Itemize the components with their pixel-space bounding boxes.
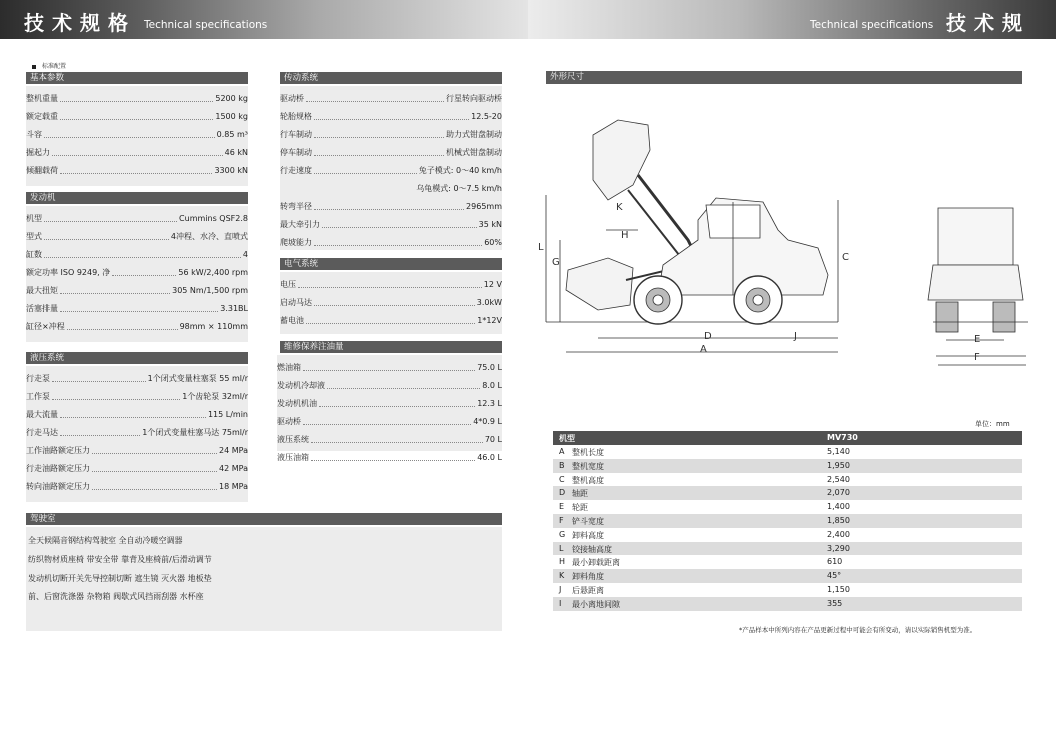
section-electric-title: 电气系统 — [280, 258, 502, 270]
spec-row — [277, 445, 502, 463]
dim-value: 1,950 — [827, 460, 850, 470]
spec-row — [280, 104, 502, 122]
dim-value: 1,400 — [827, 502, 850, 512]
dim-value: 3,290 — [827, 543, 850, 553]
section-cab-title: 驾驶室 — [26, 513, 502, 525]
spec-value: 4 — [242, 250, 248, 259]
spec-value: Cummins QSF2.8 — [179, 214, 248, 223]
spec-label: 行走马达 — [26, 428, 58, 437]
dot-leader — [311, 442, 483, 443]
spec-row — [277, 391, 502, 409]
spec-label: 缸数 — [26, 250, 42, 259]
model-name: MV730 — [827, 433, 858, 442]
spec-row — [26, 474, 248, 492]
spec-row — [26, 86, 248, 104]
dim-label: 铲斗宽度 — [572, 516, 604, 526]
dot-leader — [67, 329, 178, 330]
spec-row — [26, 456, 248, 474]
dot-leader — [112, 275, 176, 276]
standard-config-legend — [32, 61, 66, 70]
table-row — [553, 583, 1022, 597]
table-row — [553, 500, 1022, 514]
dim-label: 轴距 — [572, 489, 588, 499]
spec-label: 电压 — [280, 280, 296, 289]
spec-row — [280, 86, 502, 104]
spec-value: 46 kN — [224, 148, 248, 157]
spec-label: 额定载重 — [26, 112, 58, 121]
spec-row — [26, 224, 248, 242]
dim-value: 2,400 — [827, 529, 850, 539]
drawing-letter: G — [552, 257, 560, 268]
spec-label: 工作油路额定压力 — [26, 446, 90, 455]
dim-label: 整机宽度 — [572, 461, 604, 471]
header-title-cn-right: 技术规格 — [946, 11, 1030, 64]
table-row — [553, 555, 1022, 569]
section-dimensions-title: 外形尺寸 — [546, 71, 1022, 84]
dot-leader — [60, 173, 212, 174]
spec-value: 1*12V — [477, 316, 502, 325]
dim-code: J — [559, 584, 562, 594]
spec-value: 60% — [484, 238, 502, 247]
spec-label: 最大扭矩 — [26, 286, 58, 295]
spec-label: 倾翻载荷 — [26, 166, 58, 175]
drawing-letter: C — [842, 252, 849, 263]
spec-row — [26, 278, 248, 296]
dot-leader — [303, 424, 471, 425]
dot-leader — [44, 239, 169, 240]
spec-row — [26, 242, 248, 260]
spec-value: 24 MPa — [219, 446, 248, 455]
spec-label: 发动机机油 — [277, 399, 317, 408]
spec-value: 5200 kg — [215, 94, 248, 103]
spec-row — [26, 122, 248, 140]
table-row — [553, 528, 1022, 542]
spec-value: 3.31BL — [220, 304, 248, 313]
dot-leader — [314, 173, 417, 174]
spec-value: 1个闭式变量柱塞马达 75ml/r — [142, 428, 248, 437]
dim-value: 355 — [827, 598, 843, 608]
spec-label: 液压系统 — [277, 435, 309, 444]
cab-line: 前、后窗洗涤器 杂物箱 阀歇式风挡雨刮器 水杯座 — [28, 592, 204, 601]
spec-row — [280, 194, 502, 212]
drawing-letter: D — [704, 331, 712, 342]
spec-value: 46.0 L — [477, 453, 502, 462]
spec-value: 4*0.9 L — [473, 417, 502, 426]
section-basic-title: 基本参数 — [26, 72, 248, 84]
dot-leader — [92, 489, 217, 490]
dimensions-table-header — [553, 431, 1022, 445]
unit-label: 单位：mm — [975, 420, 1010, 428]
cab-line: 发动机切断开关先导控制切断 遮生镜 灭火器 地板垫 — [28, 574, 212, 583]
drawing-letter: F — [974, 352, 980, 363]
table-row — [553, 486, 1022, 500]
section-hydraulic — [26, 366, 248, 502]
spec-value: 305 Nm/1,500 rpm — [172, 286, 248, 295]
dim-code: K — [559, 571, 565, 581]
dim-label: 卸料角度 — [572, 572, 604, 582]
drawing-letter: A — [700, 344, 707, 355]
spec-value: 兔子模式: 0～40 km/h — [418, 166, 502, 175]
dot-leader — [44, 221, 177, 222]
table-row — [553, 514, 1022, 528]
spec-row — [26, 402, 248, 420]
table-row — [553, 542, 1022, 556]
spec-label: 行走泵 — [26, 374, 50, 383]
section-engine — [26, 206, 248, 342]
section-electric — [280, 272, 502, 334]
dim-value: 610 — [827, 557, 843, 567]
dim-value: 1,850 — [827, 515, 850, 525]
spec-row — [26, 420, 248, 438]
spec-value: 75.0 L — [477, 363, 502, 372]
dim-code: H — [559, 557, 566, 567]
spec-value: 1个齿轮泵 32ml/r — [182, 392, 248, 401]
spec-label: 驱动桥 — [280, 94, 304, 103]
spec-row — [280, 272, 502, 290]
section-drive-title: 传动系统 — [280, 72, 502, 84]
square-icon — [32, 65, 36, 69]
spec-row — [280, 290, 502, 308]
dot-leader — [322, 227, 477, 228]
spec-value: 12.3 L — [477, 399, 502, 408]
standard-config-label: 标准配置 — [42, 63, 67, 70]
dim-value: 1,150 — [827, 584, 850, 594]
dot-leader — [306, 323, 475, 324]
dim-label: 后悬距离 — [572, 585, 604, 595]
dim-label: 整机高度 — [572, 475, 604, 485]
spec-label: 工作泵 — [26, 392, 50, 401]
spec-value: 1500 kg — [215, 112, 248, 121]
dot-leader — [44, 137, 215, 138]
dot-leader — [314, 155, 444, 156]
spec-value: 3.0kW — [476, 298, 502, 307]
spec-value: 4冲程、水冷、直喷式 — [170, 232, 248, 241]
dim-label: 轮距 — [572, 503, 588, 513]
spec-label: 发动机冷却液 — [277, 381, 325, 390]
spec-value: 42 MPa — [219, 464, 248, 473]
spec-label: 液压油箱 — [277, 453, 309, 462]
spec-label: 最大流量 — [26, 410, 58, 419]
dot-leader — [60, 293, 170, 294]
spec-label: 转向油路额定压力 — [26, 482, 90, 491]
spec-label: 缸径×冲程 — [26, 322, 65, 331]
spec-label: 斗容 — [26, 130, 42, 139]
model-column-label: 机型 — [559, 434, 575, 443]
spec-value: 12.5-20 — [471, 112, 502, 121]
dot-leader — [52, 381, 146, 382]
dim-code: C — [559, 474, 565, 484]
section-hydraulic-title: 液压系统 — [26, 352, 248, 364]
spec-row — [280, 230, 502, 248]
spec-value: 3300 kN — [214, 166, 248, 175]
drawing-letter: K — [616, 202, 623, 213]
footnote: *产品样本中所列内容在产品更新过程中可能会有所变动，请以实际销售机型为准。 — [739, 626, 977, 634]
dot-leader — [60, 311, 218, 312]
spec-value: 乌龟模式: 0～7.5 km/h — [416, 184, 502, 193]
dot-leader — [60, 417, 206, 418]
dim-code: G — [559, 529, 566, 539]
dim-code: B — [559, 460, 565, 470]
dot-leader — [327, 388, 480, 389]
spec-row — [26, 366, 248, 384]
spec-value: 机械式钳盘制动 — [446, 148, 502, 157]
spec-row — [277, 373, 502, 391]
spec-label: 行走油路额定压力 — [26, 464, 90, 473]
spec-value: 35 kN — [478, 220, 502, 229]
loader-dimension-drawing — [538, 90, 1038, 370]
spec-row — [280, 158, 502, 176]
spec-row — [26, 104, 248, 122]
dot-leader — [314, 209, 464, 210]
drawing-letter: J — [794, 331, 797, 342]
spec-value: 18 MPa — [219, 482, 248, 491]
dot-leader — [319, 406, 475, 407]
dim-label: 最小卸载距离 — [572, 558, 620, 568]
spec-label: 掘起力 — [26, 148, 50, 157]
dot-leader — [314, 305, 475, 306]
dot-leader — [92, 471, 217, 472]
spec-label: 整机重量 — [26, 94, 58, 103]
table-row — [553, 473, 1022, 487]
spec-value: 12 V — [483, 280, 502, 289]
spec-row — [26, 260, 248, 278]
spec-row — [26, 206, 248, 224]
header-title-en-left: Technical specifications — [144, 19, 268, 31]
dim-label: 整机长度 — [572, 448, 604, 457]
spec-value: 98mm × 110mm — [179, 322, 248, 331]
dot-leader — [306, 101, 444, 102]
dot-leader — [52, 399, 180, 400]
spec-value: 56 kW/2,400 rpm — [178, 268, 248, 277]
spec-row — [280, 176, 502, 194]
table-row — [553, 597, 1022, 611]
dim-code: D — [559, 488, 566, 498]
dot-leader — [60, 435, 140, 436]
spec-label: 爬坡能力 — [280, 238, 312, 247]
table-row — [553, 459, 1022, 473]
dot-leader — [303, 370, 475, 371]
spec-label: 机型 — [26, 214, 42, 223]
dim-value: 5,140 — [827, 447, 850, 456]
spec-row — [26, 140, 248, 158]
dot-leader — [60, 119, 213, 120]
dot-leader — [311, 460, 475, 461]
drawing-letter: E — [974, 334, 981, 345]
header-title-en-right: Technical specifications — [810, 19, 934, 31]
dim-code: A — [559, 447, 565, 456]
spec-label: 额定功率 ISO 9249, 净 — [26, 268, 111, 277]
dot-leader — [92, 453, 217, 454]
spec-label: 行车制动 — [280, 130, 312, 139]
dim-label: 最小离地间隙 — [572, 599, 620, 609]
dim-value: 45° — [827, 571, 842, 581]
dim-label: 铰接轴高度 — [572, 544, 612, 554]
drawing-letter: L — [538, 242, 544, 253]
section-basic — [26, 86, 248, 186]
table-row — [553, 569, 1022, 583]
spec-label: 转弯半径 — [280, 202, 312, 211]
spec-label: 驱动桥 — [277, 417, 301, 426]
dot-leader — [314, 245, 482, 246]
spec-label: 最大牵引力 — [280, 220, 320, 229]
spec-value: 2965mm — [466, 202, 502, 211]
spec-value: 行星转向驱动桥 — [446, 94, 502, 103]
spec-row — [277, 355, 502, 373]
dim-code: F — [559, 515, 564, 525]
cab-line: 全天候隔音钢结构驾驶室 全自动冷暖空调器 — [28, 536, 183, 545]
spec-row — [26, 296, 248, 314]
spec-label: 蓄电池 — [280, 316, 304, 325]
spec-value: 70 L — [484, 435, 502, 444]
spec-value: 助力式钳盘制动 — [446, 130, 502, 139]
spec-row — [26, 314, 248, 332]
section-maintenance — [277, 355, 502, 462]
spec-row — [26, 158, 248, 176]
spec-row — [280, 308, 502, 326]
spec-row — [26, 384, 248, 402]
spec-value: 8.0 L — [482, 381, 502, 390]
dim-code: E — [559, 502, 565, 512]
spec-label: 启动马达 — [280, 298, 312, 307]
dim-value: 2,070 — [827, 488, 850, 498]
section-drive — [280, 86, 502, 250]
dot-leader — [314, 137, 444, 138]
table-row — [553, 445, 1022, 459]
spec-label: 活塞排量 — [26, 304, 58, 313]
spec-label: 燃油箱 — [277, 363, 301, 372]
spec-row — [26, 438, 248, 456]
dot-leader — [52, 155, 223, 156]
dim-code: L — [559, 543, 564, 553]
spec-label: 轮胎规格 — [280, 112, 312, 121]
spec-row — [277, 427, 502, 445]
section-maintenance-title: 维修保养注油量 — [280, 341, 502, 353]
dim-code: I — [559, 598, 562, 608]
dot-leader — [298, 287, 482, 288]
spec-value: 0.85 m³ — [216, 130, 248, 139]
spec-row — [280, 212, 502, 230]
section-cab — [26, 527, 502, 631]
spec-label: 行走速度 — [280, 166, 312, 175]
spec-row — [280, 140, 502, 158]
cab-line: 纺织物材质座椅 带安全带 靠背及座椅前/后滑动调节 — [28, 555, 212, 564]
spec-row — [280, 122, 502, 140]
spec-value: 115 L/min — [207, 410, 248, 419]
dot-leader — [44, 257, 241, 258]
spec-label: 停车制动 — [280, 148, 312, 157]
spec-value: 1个闭式变量柱塞泵 55 ml/r — [147, 374, 248, 383]
spec-label: 型式 — [26, 232, 42, 241]
dot-leader — [314, 119, 469, 120]
dot-leader — [60, 101, 213, 102]
dim-value: 2,540 — [827, 474, 850, 484]
dimensions-table — [553, 431, 1022, 611]
section-engine-title: 发动机 — [26, 192, 248, 204]
dim-label: 卸料高度 — [572, 530, 604, 540]
drawing-letter: H — [621, 230, 629, 241]
spec-row — [277, 409, 502, 427]
header-title-cn-left: 技术规格 — [24, 11, 136, 35]
